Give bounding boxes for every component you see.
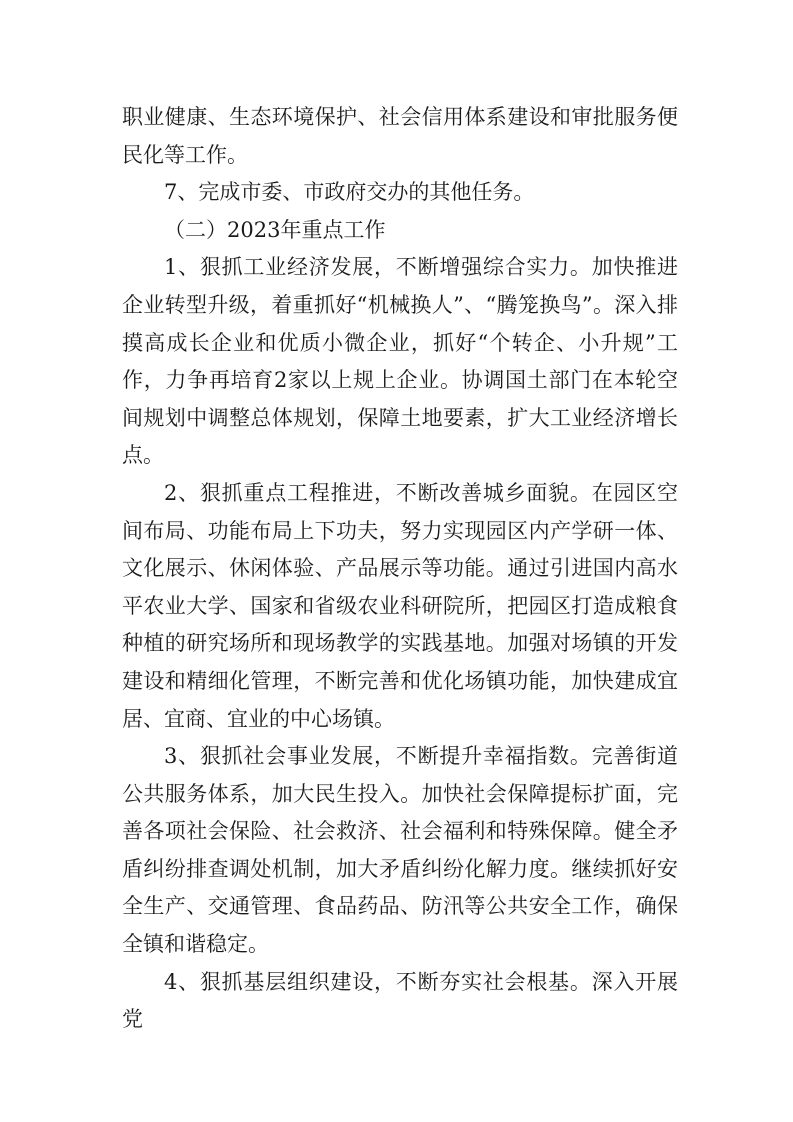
section-heading: （二）2023年重点工作 xyxy=(164,217,386,242)
paragraph-item-4: 4、狠抓基层组织建设，不断夯实社会根基。深入开展党 xyxy=(122,969,678,1032)
paragraph-continuation: 职业健康、生态环境保护、社会信用体系建设和审批服务便民化等工作。 xyxy=(122,105,678,167)
document-body xyxy=(122,99,678,1039)
paragraph-item-2: 2、狠抓重点工程推进，不断改善城乡面貌。在园区空间布局、功能布局上下功夫，努力实现园区内产学研一体、文化展示、休闲体验、产品展示等功能。通过引进国内高水平农业大学、国家和省级农业科研院所，把园区打造成粮食种植的研究场所和现场教学的实践基地。加强对场镇的开发建设和精细化管理，不断完善和优化场镇功能，加快建成宜居、宜商、宜业的中心场镇。 xyxy=(122,480,678,731)
paragraph-item-1: 1、狠抓工业经济发展，不断增强综合实力。加快推进企业转型升级，着重抓好“机械换人”、“腾笼换鸟”。深入排摸高成长企业和优质小微企业，抓好“个转企、小升规”工作，力争再培育2家以上规上企业。协调国土部门在本轮空间规划中调整总体规划，保障土地要素，扩大工业经济增长点。 xyxy=(122,255,678,468)
paragraph-item-3: 3、狠抓社会事业发展，不断提升幸福指数。完善街道公共服务体系，加大民生投入。加快社会保障提标扩面，完善各项社会保险、社会救济、社会福利和特殊保障。健全矛盾纠纷排查调处机制，加大矛盾纠纷化解力度。继续抓好安全生产、交通管理、食品药品、防汛等公共安全工作，确保全镇和谐稳定。 xyxy=(122,744,678,957)
paragraph-item-7: 7、完成市委、市政府交办的其他任务。 xyxy=(164,180,535,205)
